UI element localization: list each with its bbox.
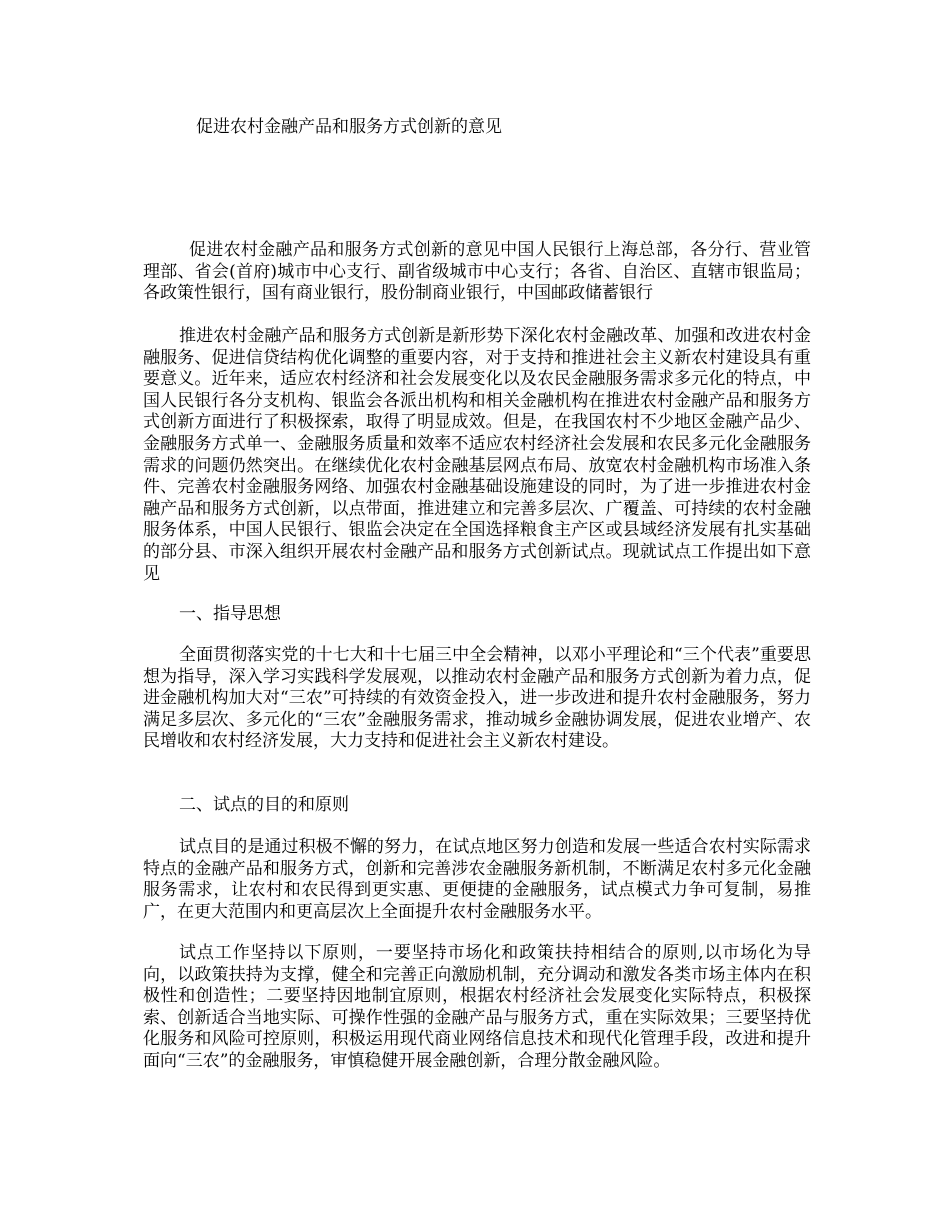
section-heading-purpose-principles: 二、试点的目的和原则: [179, 795, 349, 815]
purpose-paragraph: 试点目的是通过积极不懈的努力，在试点地区努力创造和发展一些适合农村实际需求特点的金融产品和服务方式，创新和完善涉农金融服务新机制，不断满足农村多元化金融服务需求，让农村和农民得到更实惠、更便捷的金融服务，试点模式力争可复制，易推广，在更大范围内和更高层次上全面提升农村金融服务水平。: [143, 837, 811, 922]
section-heading-guiding-ideology: 一、指导思想: [179, 604, 281, 624]
guiding-ideology-paragraph: 全面贯彻落实党的十七大和十七届三中全会精神，以邓小平理论和“三个代表”重要思想为指导，深入学习实践科学发展观，以推动农村金融产品和服务方式创新为着力点，促进金融机构加大对“三农”可持续的有效资金投入，进一步改进和提升农村金融服务，努力满足多层次、多元化的“三农”金融服务需求，推动城乡金融协调发展，促进农业增产、农民增收和农村经济发展，大力支持和促进社会主义新农村建设。: [143, 645, 811, 752]
page-title: 促进农村金融产品和服务方式创新的意见: [196, 117, 502, 137]
principles-paragraph: 试点工作坚持以下原则，一要坚持市场化和政策扶持相结合的原则,以市场化为导向，以政策扶持为支撑，健全和完善正向激励机制，充分调动和激发各类市场主体内在积极性和创造性；二要坚持因地制宜原则，根据农村经济社会发展变化实际特点，积极探索、创新适合当地实际、可操作性强的金融产品与服务方式，重在实际效果；三要坚持优化服务和风险可控原则，积极运用现代商业网络信息技术和现代化管理手段，改进和提升面向“三农”的金融服务，审慎稳健开展金融创新，合理分散金融风险。: [143, 943, 811, 1071]
intro-paragraph: 推进农村金融产品和服务方式创新是新形势下深化农村金融改革、加强和改进农村金融服务、促进信贷结构优化调整的重要内容，对于支持和推进社会主义新农村建设具有重要意义。近年来，适应农村经济和社会发展变化以及农民金融服务需求多元化的特点，中国人民银行各分支机构、银监会各派出机构和相关金融机构在推进农村金融产品和服务方式创新方面进行了积极探索，取得了明显成效。但是，在我国农村不少地区金融产品少、金融服务方式单一、金融服务质量和效率不适应农村经济社会发展和农民多元化金融服务需求的问题仍然突出。在继续优化农村金融基层网点布局、放宽农村金融机构市场准入条件、完善农村金融服务网络、加强农村金融基础设施建设的同时，为了进一步推进农村金融产品和服务方式创新，以点带面，推进建立和完善多层次、广覆盖、可持续的农村金融服务体系，中国人民银行、银监会决定在全国选择粮食主产区或县域经济发展有扎实基础的部分县、市深入组织开展农村金融产品和服务方式创新试点。现就试点工作提出如下意见: [143, 326, 811, 584]
addressee-paragraph: 促进农村金融产品和服务方式创新的意见中国人民银行上海总部，各分行、营业管理部、省会(首府)城市中心支行、副省级城市中心支行；各省、自治区、直辖市银监局；各政策性银行，国有商业银行，股份制商业银行，中国邮政储蓄银行: [143, 240, 811, 304]
